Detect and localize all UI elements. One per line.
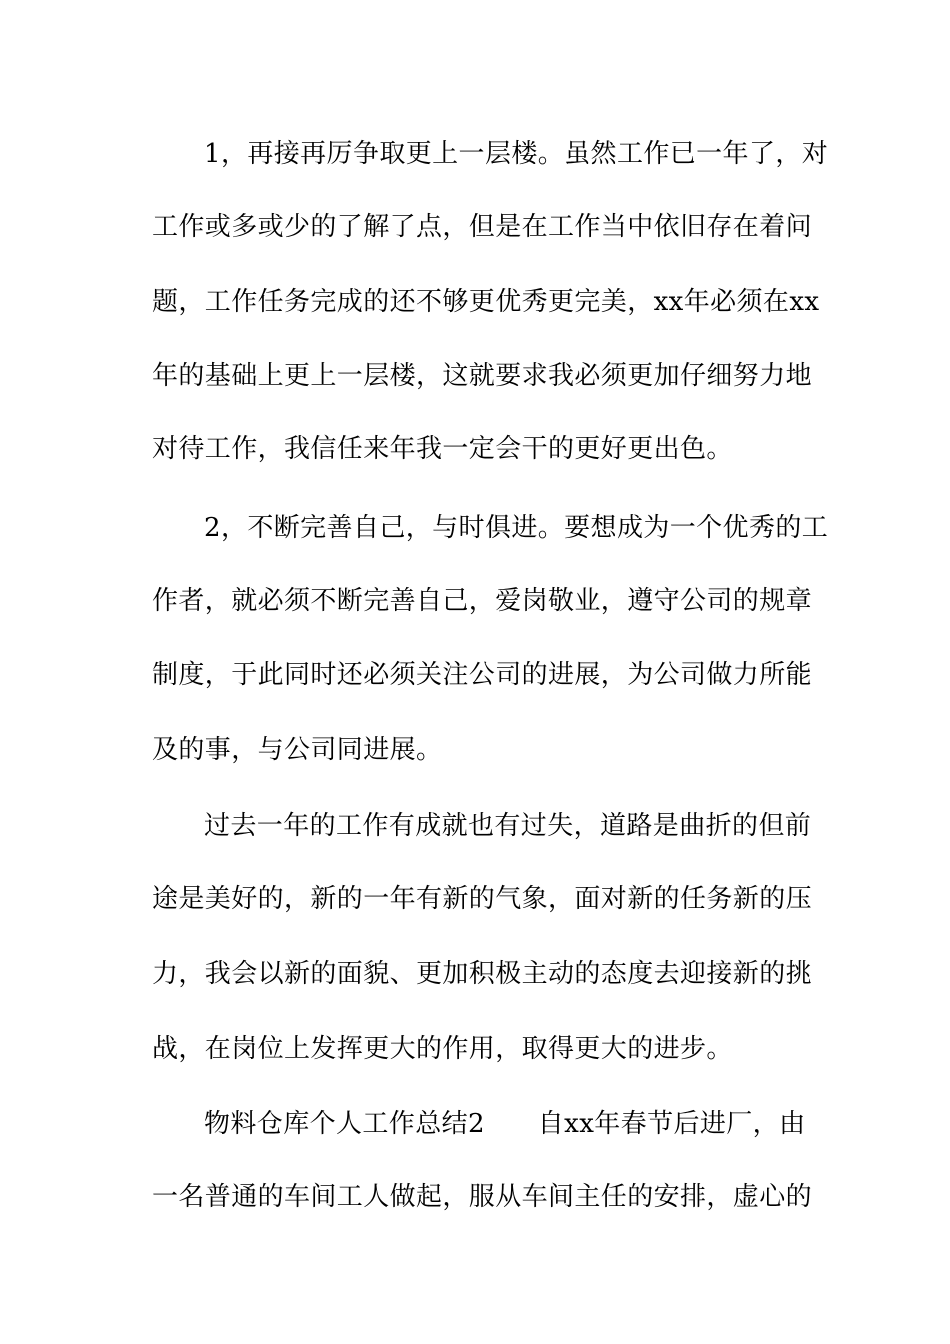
text-line: 途是美好的，新的一年有新的气象，面对新的任务新的压 — [152, 884, 813, 914]
text-line: 1，再接再厉争取更上一层楼。虽然工作已一年了，对 — [204, 139, 829, 169]
text-line: 对待工作，我信任来年我一定会干的更好更出色。 — [152, 434, 733, 464]
text-line: 作者，就必须不断完善自己，爱岗敬业，遵守公司的规章 — [152, 586, 813, 616]
text-line: 一名普通的车间工人做起，服从车间主任的安排，虚心的 — [152, 1182, 813, 1212]
text-line: 题，工作任务完成的还不够更优秀更完美，xx年必须在xx — [152, 287, 820, 317]
text-line: 工作或多或少的了解了点，但是在工作当中依旧存在着问 — [152, 212, 813, 242]
text-line: 及的事，与公司同进展。 — [152, 735, 443, 765]
text-line: 过去一年的工作有成就也有过失，道路是曲折的但前 — [204, 811, 812, 841]
text-line: 制度，于此同时还必须关注公司的进展，为公司做力所能 — [152, 660, 813, 690]
text-line: 力，我会以新的面貌、更加积极主动的态度去迎接新的挑 — [152, 959, 813, 989]
text-line: 2，不断完善自己，与时俱进。要想成为一个优秀的工 — [204, 513, 829, 543]
text-line: 战，在岗位上发挥更大的作用，取得更大的进步。 — [152, 1034, 733, 1064]
text-line: 物料仓库个人工作总结2 自xx年春节后进厂，由 — [204, 1109, 806, 1139]
text-line: 年的基础上更上一层楼，这就要求我必须更加仔细努力地 — [152, 361, 813, 391]
